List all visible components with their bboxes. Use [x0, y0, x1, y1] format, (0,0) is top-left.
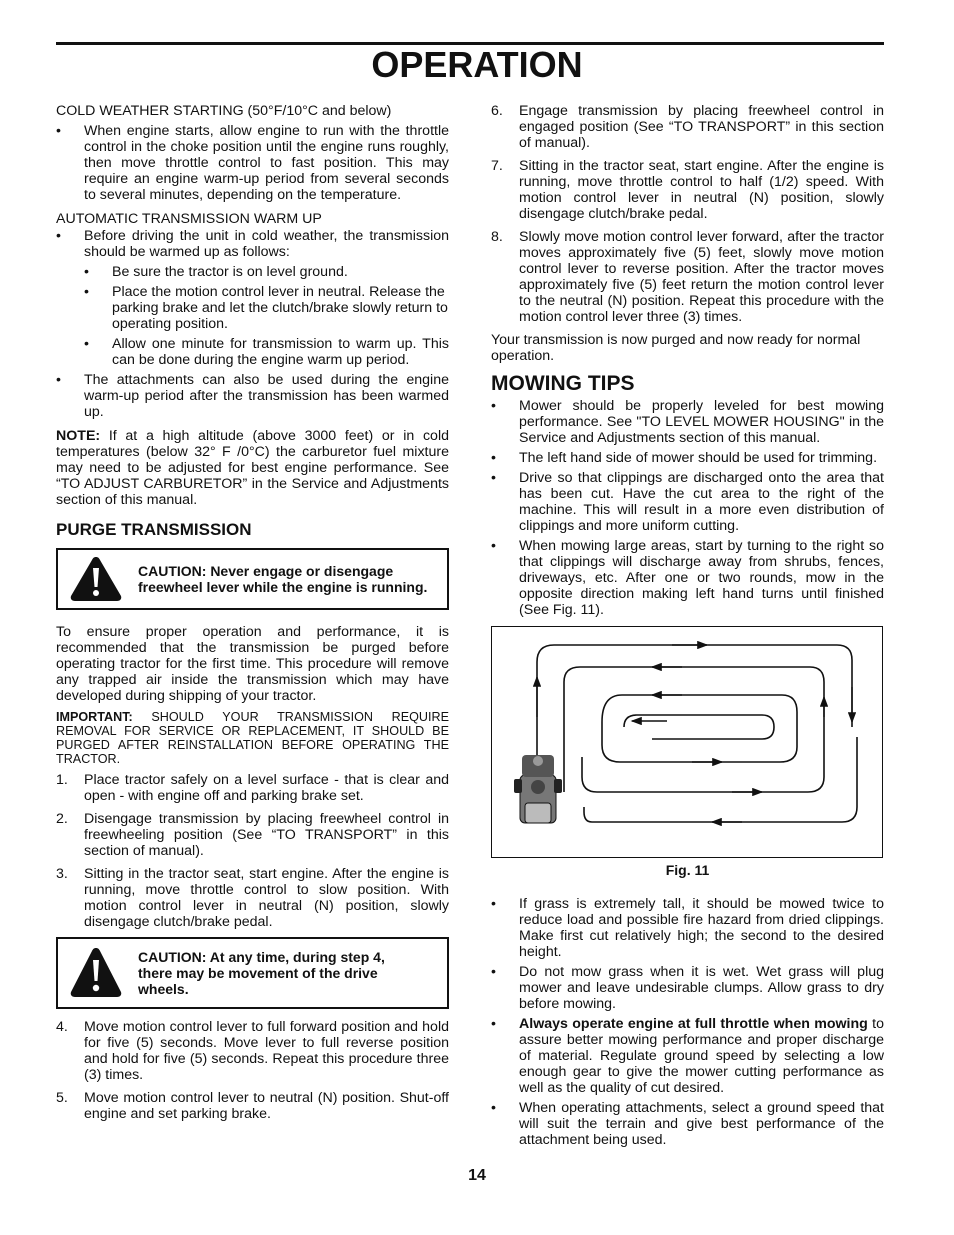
step-text: Sitting in the tractor seat, start engine. After the engine is running, move throttle control to half (1/2) speed. With motion control lever in neutral (N) position, slowly disengage clutch/brake pedal.	[519, 158, 884, 222]
tip-text: When mowing large areas, start by turning to the right so that clippings will discharge away from shrubs, fences, driveways, etc. After one or two rounds, mow in the opposite direction making left hand turns until finished (See Fig. 11).	[519, 538, 884, 618]
list-item: • Always operate engine at full throttle when mowing to assure better mowing performance and proper discharge of material. Regulate ground speed by selecting a low enough gear to give the mower cutting performance as well as the quality of cut desired.	[491, 1016, 884, 1096]
list-item: • If grass is extremely tall, it should be mowed twice to reduce load and possible fire hazard from dried clippings. Make first cut relatively high; the second to the desired height.	[491, 896, 884, 960]
sub-list	[84, 264, 449, 368]
list-item: 3. Sitting in the tractor seat, start engine. After the engine is running, move throttle control to slow position. With motion control lever in neutral (N) position, slowly disengage clutch/brake pedal.	[56, 866, 449, 930]
tractor-icon	[514, 755, 562, 823]
caution-box	[56, 548, 449, 610]
figure-caption: Fig. 11	[665, 862, 710, 878]
mowing-pattern-diagram	[492, 627, 882, 857]
page-title: OPERATION	[371, 44, 583, 85]
list-item: • When mowing large areas, start by turning to the right so that clippings will discharge away from shrubs, fences, driveways, etc. After one or two rounds, mow in the opposite direction making left hand turns until finished (See Fig. 11).	[491, 538, 884, 618]
tip-text: Mower should be properly leveled for best mowing performance. See "TO LEVEL MOWER HOUSING" in the Service and Adjustments section of this manual.	[519, 398, 884, 446]
list-item: 2. Disengage transmission by placing freewheel control in freewheeling position (See “TO TRANSPORT” in this section of manual).	[56, 811, 449, 859]
list-item: 4. Move motion control lever to full forward position and hold for five (5) seconds. Move lever to full reverse position and hold for five (5) seconds. Repeat this procedure three (3) times.	[56, 1019, 449, 1083]
page-number: 14	[468, 1167, 486, 1184]
bullet: •	[56, 123, 61, 139]
tip-rest-text: to assure better mowing performance and proper discharge of material. Regulate ground speed by selecting a low enough gear to give the mower cutting performance as well as the quality of cut desired.	[519, 1016, 884, 1096]
step-text: Place tractor safely on a level surface - that is clear and open - with engine off and parking brake set.	[84, 772, 449, 804]
important-paragraph	[56, 710, 449, 766]
tip-text: Do not mow grass when it is wet. Wet grass will plug mower and leave undesirable clumps. Allow grass to dry before mowing.	[519, 964, 884, 1012]
sub-bullet-text: Place the motion control lever in neutral. Release the parking brake and let the clutch/brake slowly return to operating position.	[112, 284, 448, 332]
tip-text	[519, 1016, 884, 1096]
tips-list-a	[491, 398, 884, 618]
steps-list-b	[56, 1019, 449, 1122]
right-column	[491, 103, 884, 1152]
list-item: • Do not mow grass when it is wet. Wet grass will plug mower and leave undesirable clumps. Allow grass to dry before mowing.	[491, 964, 884, 1012]
list-item: • The left hand side of mower should be used for trimming.	[491, 450, 884, 466]
step-text: Slowly move motion control lever forward, after the tractor moves approximately five (5) feet, slowly move motion control lever to reverse position. After the tractor moves approximately five (5) feet return the motion control lever to the neutral (N) position. Repeat this procedure with the motion control lever three (3) times.	[519, 229, 884, 325]
step-text: Move motion control lever to neutral (N) position. Shut-off engine and set parking brake.	[84, 1090, 449, 1122]
cold-weather-heading: COLD WEATHER STARTING (50°F/10°C and below)	[56, 103, 392, 119]
important-label: IMPORTANT:	[56, 710, 133, 724]
tip-text: When operating attachments, select a ground speed that will suit the terrain and give best performance of the attachment being used.	[519, 1100, 884, 1148]
steps-list-a	[56, 772, 449, 930]
list-item: • Place the motion control lever in neutral. Release the parking brake and let the clutch/brake slowly return to operating position.	[84, 284, 448, 332]
cold-weather-text: When engine starts, allow engine to run with the throttle control in the choke position until the engine runs roughly, then move throttle control to fast position. This may require an engine warm-up period from several seconds to several minutes, depending on the temperature.	[84, 123, 449, 203]
sub-bullet-text: Allow one minute for transmission to warm up. This can be done during the engine warm up period.	[112, 336, 449, 368]
tip-text: The left hand side of mower should be used for trimming.	[519, 450, 878, 466]
attachments-text: The attachments can also be used during the engine warm-up period after the transmission has been warmed up.	[84, 372, 449, 420]
auto-trans-text: Before driving the unit in cold weather, the transmission should be warmed up as follows:	[84, 228, 449, 260]
auto-trans-heading: AUTOMATIC TRANSMISSION WARM UP	[56, 211, 322, 227]
sub-bullet-text: Be sure the tractor is on level ground.	[112, 264, 348, 280]
caution-box	[56, 937, 449, 1009]
tip-text: If grass is extremely tall, it should be mowed twice to reduce load and possible fire hazard from dried clippings. Make first cut relatively high; the second to the desired height.	[519, 896, 884, 960]
caution-text: CAUTION: At any time, during step 4, there may be movement of the drive wheels.	[138, 949, 385, 997]
purge-intro: To ensure proper operation and performance, it is recommended that the transmission be purged before operating tractor for the first time. This procedure will remove any trapped air inside the transmission which may have developed during shipping of your tractor.	[56, 624, 449, 704]
list-item: 7. Sitting in the tractor seat, start engine. After the engine is running, move throttle control to half (1/2) speed. With motion control lever in neutral (N) position, slowly disengage clutch/brake pedal.	[491, 158, 884, 222]
list-item: 8. Slowly move motion control lever forward, after the tractor moves approximately five (5) feet, slowly move motion control lever to reverse position. After the tractor moves approximately five (5) feet return the motion control lever to the neutral (N) position. Repeat this procedure with the motion control lever three (3) times.	[491, 229, 884, 325]
direction-arrows	[537, 645, 852, 822]
caution-text: CAUTION: Never engage or disengage freewheel lever while the engine is running.	[138, 563, 428, 595]
note-paragraph	[56, 428, 449, 508]
tip-bold-text: Always operate engine at full throttle when mowing	[519, 1016, 868, 1032]
step-text: Disengage transmission by placing freewheel control in freewheeling position (See “TO TRANSPORT” in this section of manual).	[84, 811, 449, 859]
list-item	[56, 372, 449, 420]
purged-text: Your transmission is now purged and now ready for normal operation.	[491, 332, 861, 364]
step-text: Engage transmission by placing freewheel control in engaged position (See “TO TRANSPORT” in this section of manual).	[519, 103, 884, 151]
mowing-pattern-figure	[491, 626, 883, 858]
warning-icon	[68, 554, 124, 604]
list-item: • Be sure the tractor is on level ground.	[84, 264, 449, 280]
left-column	[56, 103, 449, 1129]
note-text: If at a high altitude (above 3000 feet) or in cold temperatures (below 32° F /0°C) the carburetor fuel mixture may need to be adjusted for best engine performance. See “TO ADJUST CARBURETOR” in the Service and Adjustments section of this manual.	[56, 428, 449, 508]
tip-text: Drive so that clippings are discharged onto the area that has been cut. Have the cut area to the right of the machine. This will result in a more even distribution of clippings and more uniform cutting.	[519, 470, 884, 534]
list-item	[56, 123, 449, 203]
tips-list-b	[491, 896, 884, 1148]
list-item: • Allow one minute for transmission to warm up. This can be done during the engine warm up period.	[84, 336, 449, 368]
list-item	[56, 228, 449, 260]
mowing-tips-heading: MOWING TIPS	[491, 372, 635, 395]
bullet: •	[56, 228, 61, 244]
bullet: •	[56, 372, 61, 388]
list-item: • Mower should be properly leveled for best mowing performance. See "TO LEVEL MOWER HOUSING" in the Service and Adjustments section of this manual.	[491, 398, 884, 446]
mowing-paths	[537, 645, 857, 822]
warning-icon	[68, 945, 124, 1001]
list-item: • Drive so that clippings are discharged onto the area that has been cut. Have the cut area to the right of the machine. This will result in a more even distribution of clippings and more uniform cutting.	[491, 470, 884, 534]
step-text: Sitting in the tractor seat, start engine. After the engine is running, move throttle control to slow position. With motion control lever in neutral (N) position, slowly disengage clutch/brake pedal.	[84, 866, 449, 930]
note-label: NOTE:	[56, 428, 101, 444]
list-item: • When operating attachments, select a ground speed that will suit the terrain and give best performance of the attachment being used.	[491, 1100, 884, 1148]
list-item: 6. Engage transmission by placing freewheel control in engaged position (See “TO TRANSPORT” in this section of manual).	[491, 103, 884, 151]
purge-heading: PURGE TRANSMISSION	[56, 520, 252, 539]
list-item: 5. Move motion control lever to neutral (N) position. Shut-off engine and set parking brake.	[56, 1090, 449, 1122]
steps-list-c	[491, 103, 884, 325]
list-item: 1. Place tractor safely on a level surface - that is clear and open - with engine off and parking brake set.	[56, 772, 449, 804]
important-text: SHOULD YOUR TRANSMISSION REQUIRE REMOVAL FOR SERVICE OR REPLACEMENT, IT SHOULD BE PURGED AFTER REINSTALLATION BEFORE OPERATING THE TRACTOR.	[56, 710, 449, 766]
step-text: Move motion control lever to full forward position and hold for five (5) seconds. Move lever to full reverse position and hold for five (5) seconds. Repeat this procedure three (3) times.	[84, 1019, 449, 1083]
